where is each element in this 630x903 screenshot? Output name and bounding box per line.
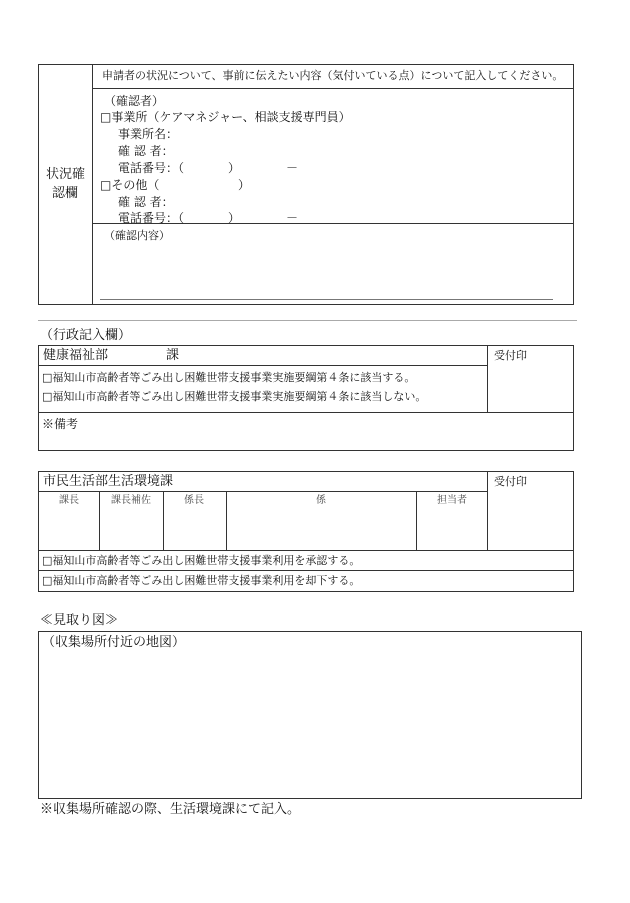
admin-remarks: ※備考 xyxy=(42,417,79,431)
admin-receipt-stamp: 受付印 xyxy=(494,349,527,362)
env-receipt-stamp: 受付印 xyxy=(494,475,527,488)
env-dept: 市民生活部生活環境課 xyxy=(43,474,174,489)
env-col-kacho: 課長 xyxy=(59,495,79,506)
env-col-kakari: 係 xyxy=(316,495,326,506)
status-header-divider xyxy=(92,64,93,305)
map-footnote: ※収集場所確認の際、生活環境課にて記入。 xyxy=(40,802,301,817)
admin-option-not-applicable[interactable]: □福知山市高齢者等ごみ出し困難世帯支援事業実施要綱第４条に該当しない。 xyxy=(42,390,427,403)
office-phone-dash: － xyxy=(286,161,299,175)
env-col-divider-3 xyxy=(226,491,227,550)
request-note: 申請者の状況について、事前に伝えたい内容（気付いている点）について記入してください。 xyxy=(102,69,564,82)
office-phone-label: 電話番号：（ xyxy=(118,161,185,175)
other-phone-label: 電話番号：（ xyxy=(118,211,185,225)
env-row-divider-2 xyxy=(38,550,574,551)
admin-row-divider-2 xyxy=(38,412,574,413)
admin-ka: 課 xyxy=(166,348,180,363)
env-option-approve[interactable]: □福知山市高齢者等ごみ出し困難世帯支援事業利用を承認する。 xyxy=(42,554,361,567)
env-col-kakaricho: 係長 xyxy=(184,495,204,506)
office-option-checkbox[interactable]: □事業所（ケアマネジャー、相談支援専門員） xyxy=(100,110,351,124)
other-option-checkbox[interactable]: □その他（ xyxy=(100,178,160,192)
status-row-divider-1 xyxy=(92,88,574,89)
map-section-title: ≪見取り図≫ xyxy=(40,613,119,628)
confirm-content-heading: （確認内容） xyxy=(104,229,170,242)
env-stamp-divider xyxy=(487,471,488,550)
status-header-line1: 状況確 xyxy=(46,167,86,182)
section-separator xyxy=(38,320,577,321)
admin-stamp-divider xyxy=(487,345,488,412)
env-col-divider-2 xyxy=(163,491,164,550)
other-option-close: ） xyxy=(238,178,251,192)
env-row-divider-3 xyxy=(38,570,574,571)
confirm-content-writing-line xyxy=(100,299,553,300)
map-box-label: （収集場所付近の地図） xyxy=(42,635,186,650)
other-phone-close: ） xyxy=(228,211,241,225)
office-phone-close: ） xyxy=(228,161,241,175)
env-row-divider-1 xyxy=(38,491,487,492)
other-confirmer-label: 確 認 者： xyxy=(118,195,174,209)
env-col-tantosha: 担当者 xyxy=(437,495,467,506)
admin-option-applicable[interactable]: □福知山市高齢者等ごみ出し困難世帯支援事業実施要綱第４条に該当する。 xyxy=(42,371,416,384)
admin-dept: 健康福祉部 xyxy=(43,348,109,363)
env-option-reject[interactable]: □福知山市高齢者等ごみ出し困難世帯支援事業利用を却下する。 xyxy=(42,574,361,587)
env-col-kacho-hosa: 課長補佐 xyxy=(111,495,151,506)
map-drawing-box xyxy=(38,631,582,799)
admin-row-divider-1 xyxy=(38,365,487,366)
office-name-label: 事業所名： xyxy=(118,127,179,141)
office-confirmer-label: 確 認 者： xyxy=(118,144,174,158)
other-phone-dash: － xyxy=(286,211,299,225)
admin-section-title: （行政記入欄） xyxy=(40,328,132,343)
confirmer-heading: （確認者） xyxy=(104,94,165,108)
status-header-line2: 認欄 xyxy=(52,186,79,201)
env-col-divider-1 xyxy=(99,491,100,550)
env-col-divider-4 xyxy=(416,491,417,550)
